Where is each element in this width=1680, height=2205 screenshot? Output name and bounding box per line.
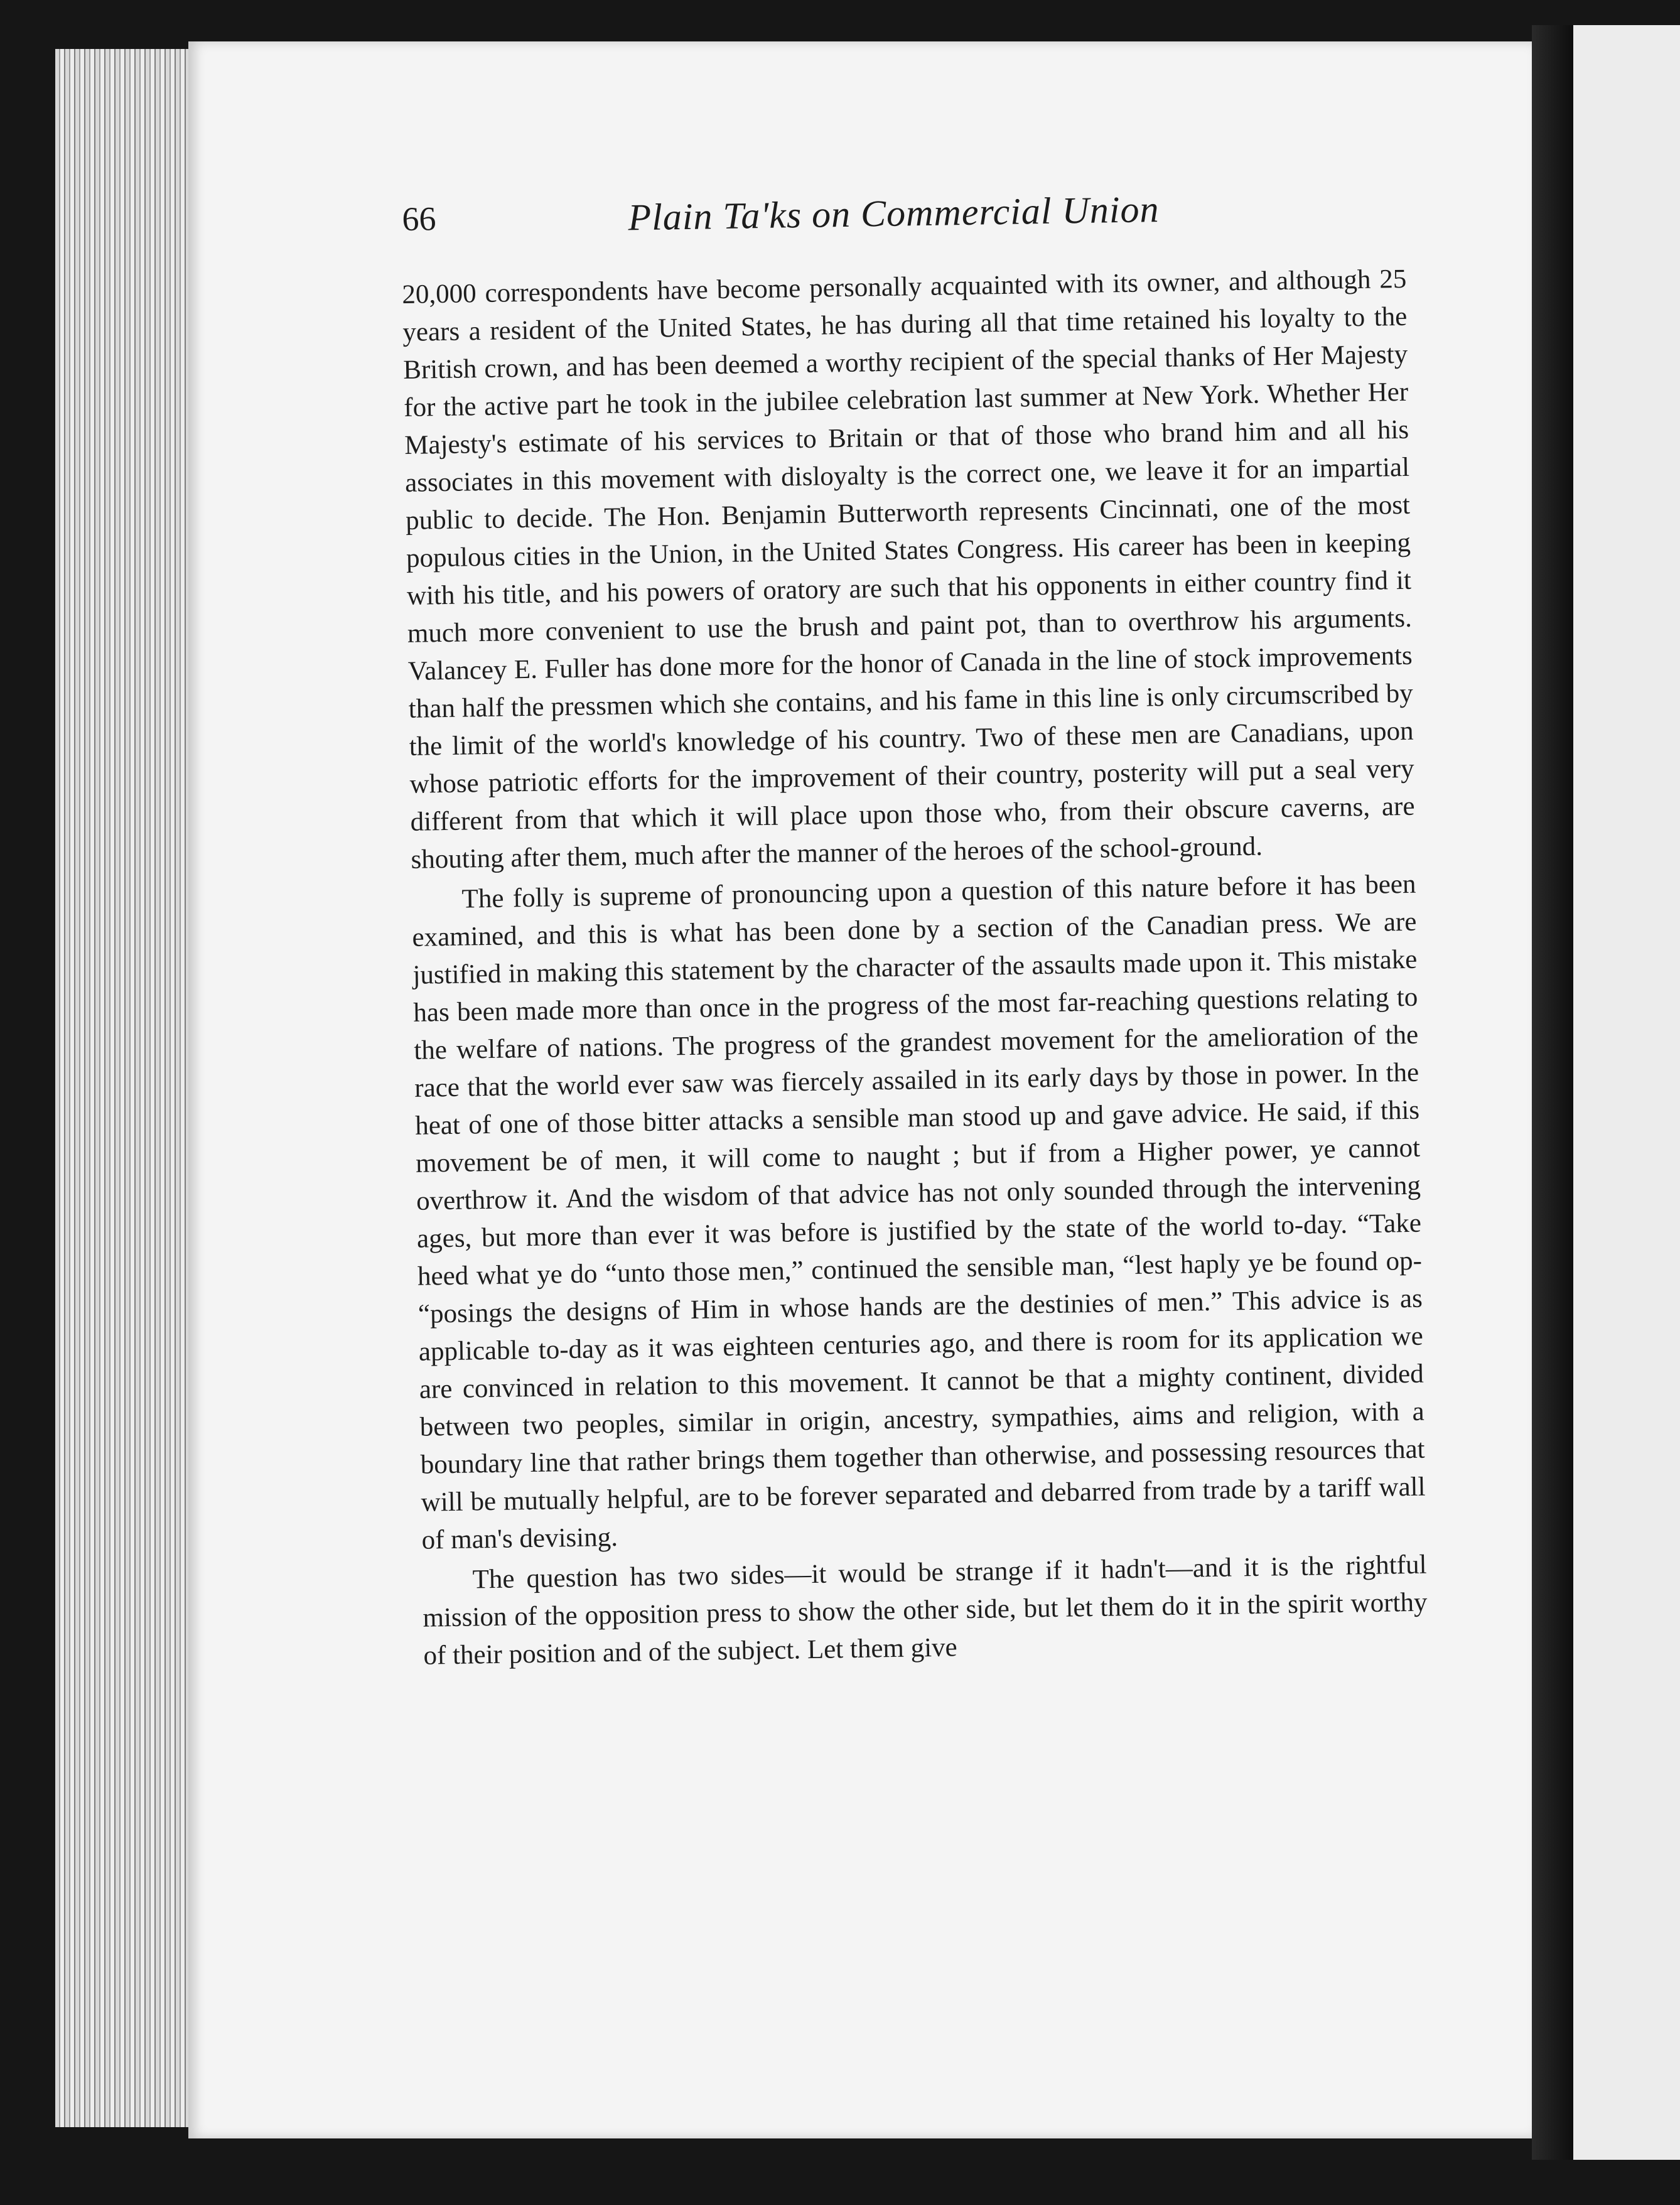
- paragraph: 20,000 correspondents have become personally acquainted with its owner, and although 25 years a resident of the United States, he has during all that time retained his loyalty to the British crown, and has been deemed a worthy recipient of the special thanks of Her Majesty for the active part he took in the jubilee celebration last summer at New York. Whether Her Majesty's estimate of his services to Britain or that of those who brand him and all his associates in this movement with disloyalty is the correct one, we leave it for an impartial public to decide. The Hon. Benjamin Butterworth represents Cincinnati, one of the most populous cities in the Union, in the United States Congress. His career has been in keeping with his title, and his powers of oratory are such that his opponents in either country find it much more convenient to use the brush and paint pot, than to overthrow his arguments. Valancey E. Fuller has done more for the honor of Canada in the line of stock improvements than half the pressmen which she contains, and his fame in this line is only circumscribed by the limit of the world's knowledge of his country. Two of these men are Canadians, upon whose patriotic efforts for the improvement of their country, posterity will put a seal very different from that which it will place upon those who, from their obscure caverns, are shouting after them, much after the manner of the heroes of the school-ground.: [402, 264, 1415, 875]
- running-title: Plain Ta'ks on Commercial Union: [627, 188, 1160, 239]
- book-gutter: [1532, 25, 1576, 2160]
- paragraph: The folly is supreme of pronouncing upon a question of this nature before it has been examined, and this is what has been done by a section of the Canadian press. We are justified in making this statement by the character of the assaults made upon it. This mistake has been made more than once in the progress of the most far-reaching questions relating to the welfare of nations. The progress of the grandest movement for the amelioration of the race that the world ever saw was fiercely assailed in its early days by those in power. In the heat of one of those bitter attacks a sensible man stood up and gave advice. He said, if this movement be of men, it will come to naught ; but if from a Higher power, ye cannot overthrow it. And the wisdom of that advice has not only sounded through the intervening ages, but more than ever it was before is justified by the state of the world to-day. “Take heed what ye do “unto those men,” continued the sensible man, “lest haply ye be found op- “posings the designs of Him in whose hands are the destinies of men.” This advice is as applicable to-day as it was eighteen centuries ago, and there is room for its application we are convinced in relation to this movement. It cannot be that a mighty continent, divided between two peoples, similar in origin, ancestry, sympathies, aims and religion, with a boundary line that rather brings them together than otherwise, and possessing resources that will be mutually helpful, are to be forever separated and debarred from trade by a tariff wall of man's devising.: [412, 869, 1426, 1555]
- facing-page-edge: [1573, 25, 1680, 2160]
- page-edges: [55, 49, 200, 2127]
- body-text: [402, 261, 1428, 1675]
- paragraph: The question has two sides—it would be strange if it hadn't—and it is the rightful mission of the opposition press to show the other side, but let them do it in the spirit worthy of their position and of the subject. Let them give: [423, 1550, 1428, 1671]
- page-number: 66: [402, 200, 436, 238]
